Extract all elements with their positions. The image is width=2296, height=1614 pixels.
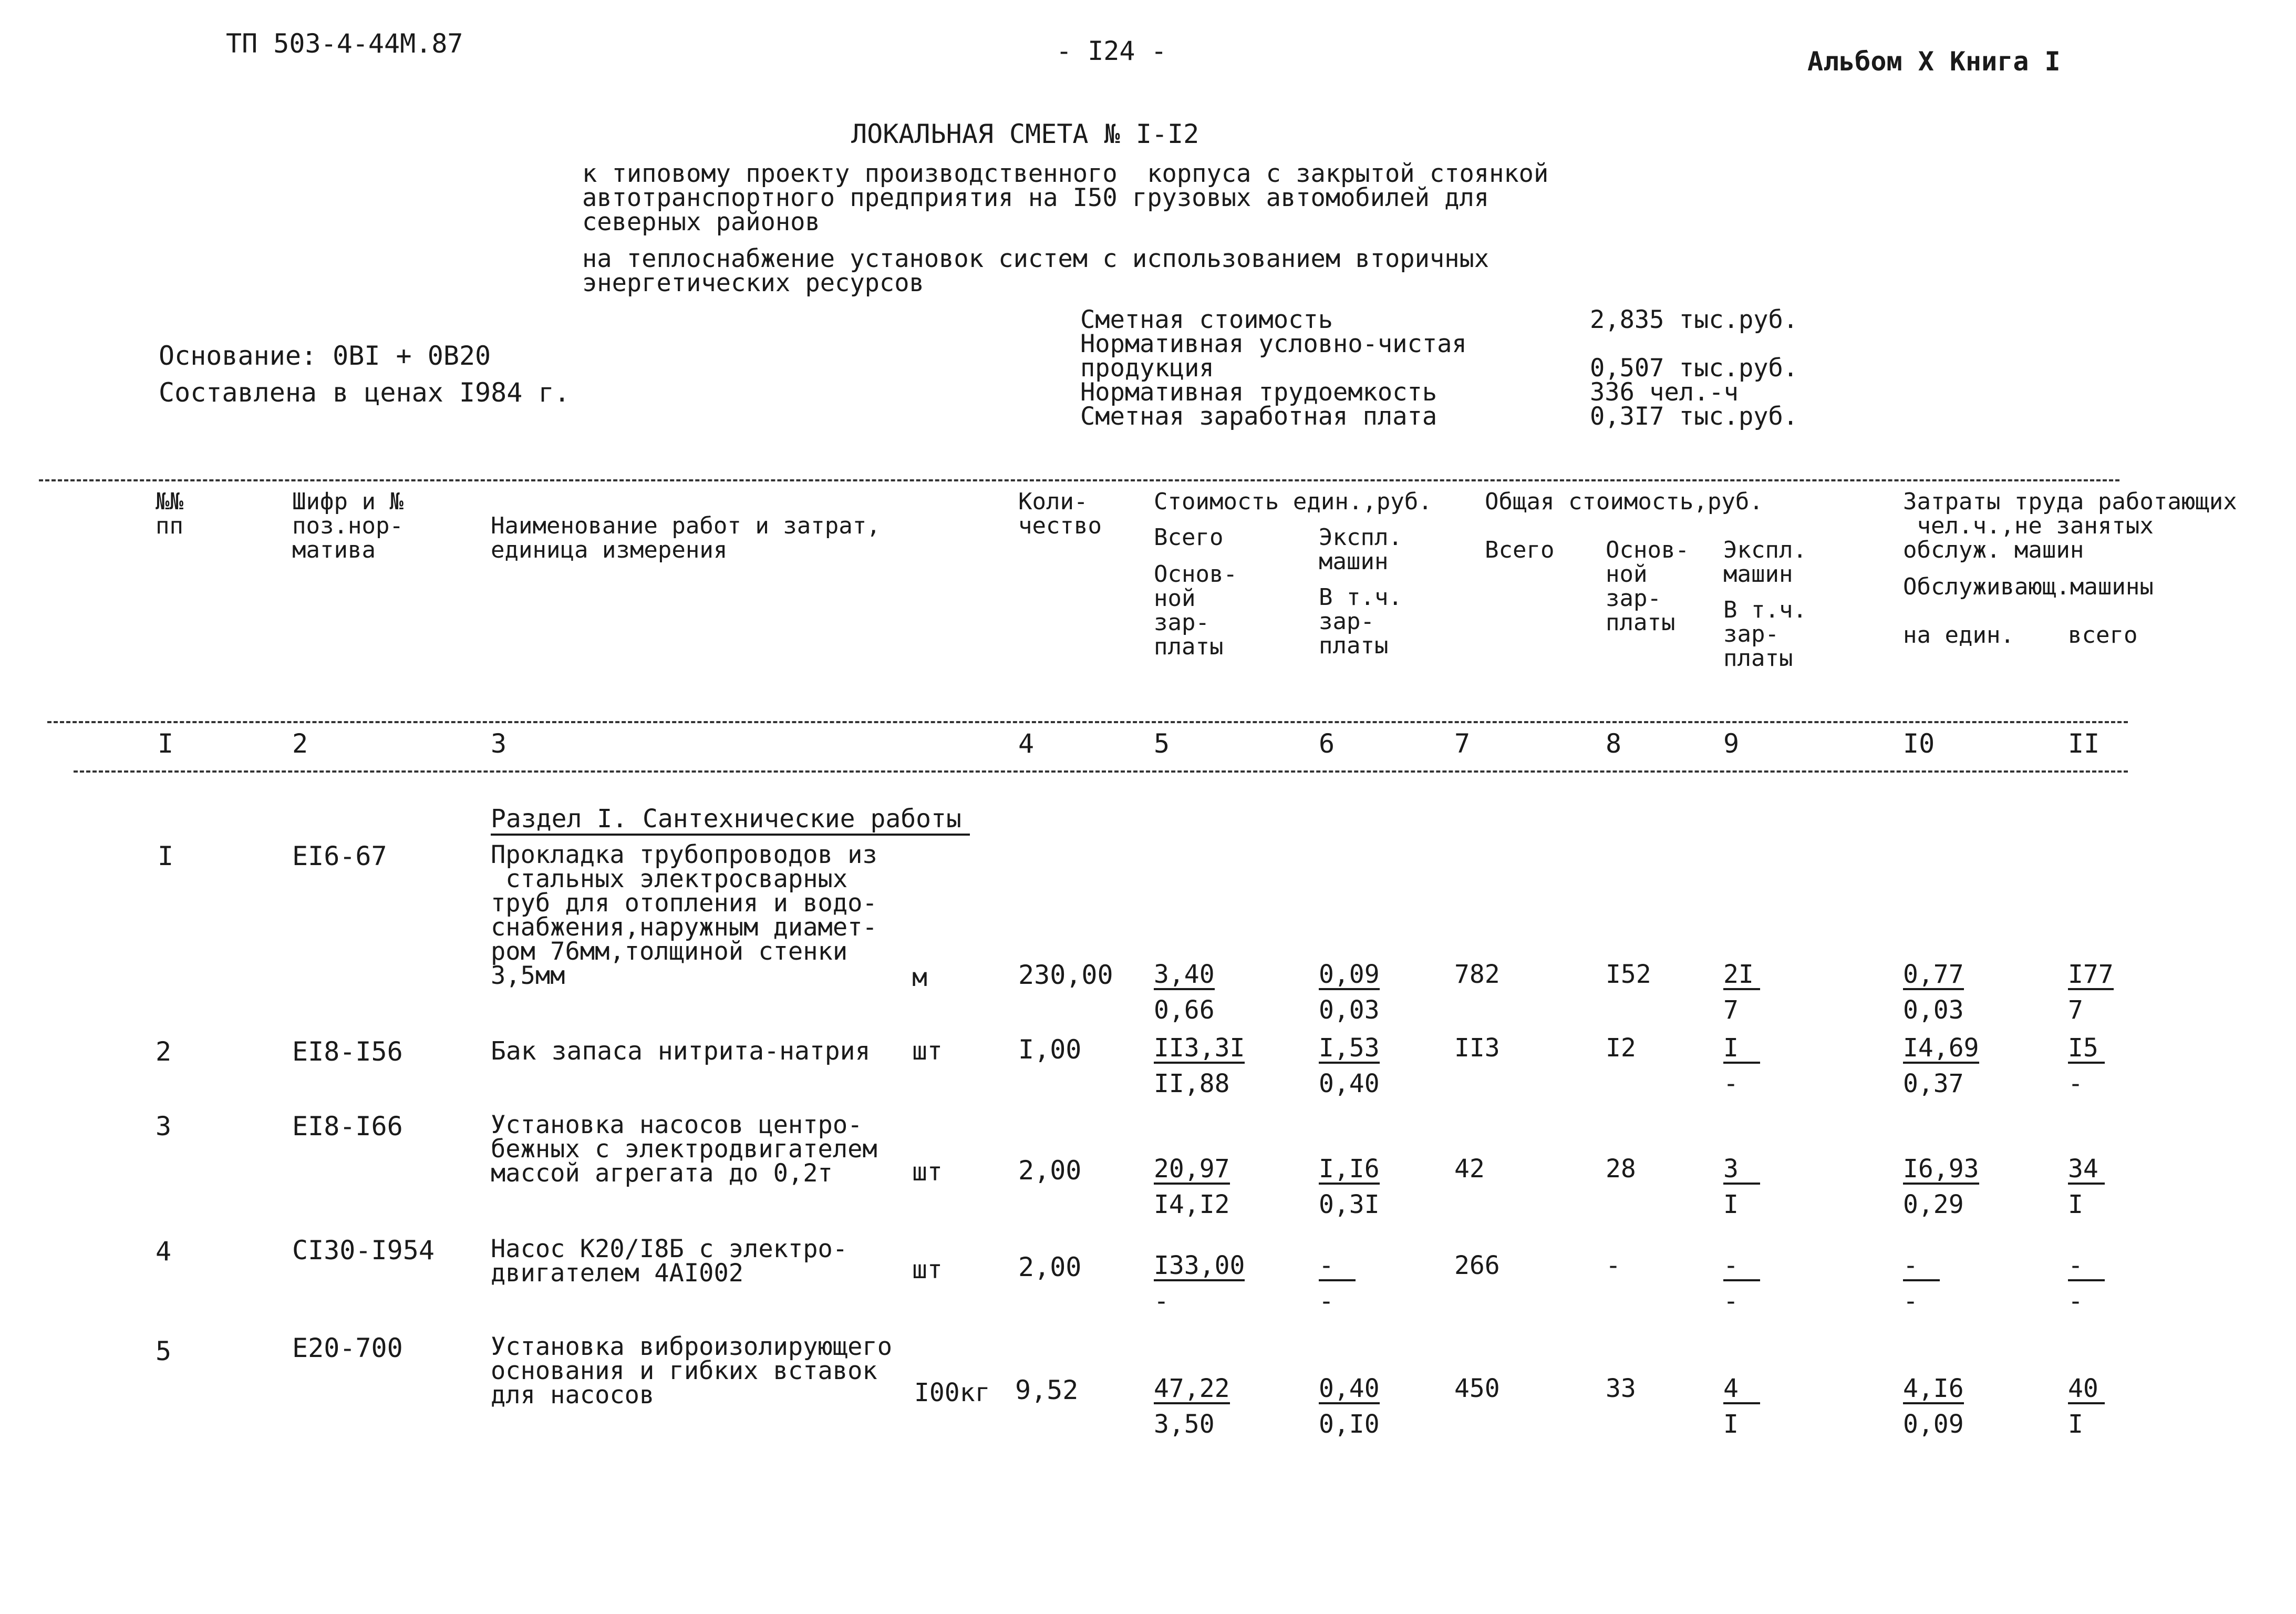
labor-machines-total: I xyxy=(2068,1410,2083,1439)
labor-machines-total: I xyxy=(2068,1190,2083,1219)
labor-machines-total: - xyxy=(2068,1069,2083,1098)
project-description: к типовому проекту производственного корпуса с закрытой стоянкой автотранспортного предприятия на I50 грузовых автомобилей для северных районов xyxy=(582,159,1549,237)
unit: м xyxy=(912,963,927,992)
header-group-unit-cost: Стоимость един.,руб. xyxy=(1154,488,1432,515)
column-number: 3 xyxy=(491,728,507,759)
total-machine-wages: I xyxy=(1723,1190,1739,1219)
quantity: 2,00 xyxy=(1018,1155,1082,1186)
header-col-10: на един. xyxy=(1903,622,2014,649)
header-group-labor: Затраты труда работающих чел.ч.,не занятых обслуж. машин xyxy=(1903,488,2237,563)
header-group-total-cost: Общая стоимость,руб. xyxy=(1485,488,1763,515)
document-title: ЛОКАЛЬНАЯ СМЕТА № I-I2 xyxy=(851,119,1199,149)
header-col-6-machines: Экспл. машин xyxy=(1319,524,1402,575)
row-number: 2 xyxy=(156,1036,172,1067)
norm-code: EI8-I66 xyxy=(292,1111,403,1142)
work-name: Установка виброизолирующего основания и гибких вставок для насосов xyxy=(491,1332,893,1410)
labor-machines-per-unit: - xyxy=(1903,1287,1918,1316)
labor-per-unit: - xyxy=(1903,1253,1940,1281)
column-numbers-top-rule xyxy=(47,721,2128,723)
column-number: I0 xyxy=(1903,728,1935,759)
total-wages: 33 xyxy=(1606,1374,1636,1403)
norm-code: CI30-I954 xyxy=(292,1235,435,1266)
labor-machines-total: 7 xyxy=(2068,995,2083,1025)
album-book: Альбом X Книга I xyxy=(1807,46,2061,77)
column-number: 5 xyxy=(1154,728,1170,759)
row-number: 5 xyxy=(156,1336,172,1366)
labor-machines-per-unit: 0,09 xyxy=(1903,1410,1964,1439)
header-col-9-wages: В т.ч. зар- платы xyxy=(1723,597,1807,672)
work-name: Прокладка трубопроводов из стальных электросварных труб для отопления и водо- снабжения,наружным диамет- ром 76мм,толщиной стенки 3,5мм xyxy=(491,840,877,990)
unit-cost-machine-wages: - xyxy=(1319,1287,1334,1316)
unit-cost-total: 47,22 xyxy=(1154,1374,1230,1403)
unit: шт xyxy=(912,1157,943,1187)
unit-cost-total: II3,3I xyxy=(1154,1033,1245,1063)
header-col-9-machines: Экспл. машин xyxy=(1723,537,1807,588)
total-cost: 266 xyxy=(1454,1251,1500,1280)
labor-total: I77 xyxy=(2068,960,2114,989)
total-machines: 2I xyxy=(1723,962,1760,990)
header-col-11: всего xyxy=(2068,622,2138,649)
row-number: 3 xyxy=(156,1111,172,1142)
total-wages: I52 xyxy=(1606,960,1651,989)
total-machine-wages: I xyxy=(1723,1410,1739,1439)
unit-cost-wages: II,88 xyxy=(1154,1069,1230,1098)
quantity: 230,00 xyxy=(1018,960,1113,990)
norm-code: EI6-67 xyxy=(292,841,387,871)
header-col-3: Наименование работ и затрат, единица измерения xyxy=(491,512,881,563)
total-wages: - xyxy=(1606,1251,1621,1280)
header-col-7: Всего xyxy=(1485,537,1555,563)
basis-line: Основание: 0ВI + 0В20 xyxy=(159,341,491,371)
column-number: 4 xyxy=(1018,728,1035,759)
unit-cost-machine-wages: 0,3I xyxy=(1319,1190,1380,1219)
column-number: 7 xyxy=(1454,728,1471,759)
estimate-subject: на теплоснабжение установок систем с использованием вторичных энергетических ресурсов xyxy=(582,244,1490,297)
labor-per-unit: I6,93 xyxy=(1903,1154,1979,1184)
table-top-rule xyxy=(39,479,2119,481)
work-name: Бак запаса нитрита-натрия xyxy=(491,1036,871,1066)
unit-cost-total: 20,97 xyxy=(1154,1154,1230,1184)
unit: I00кг xyxy=(914,1378,990,1407)
unit-cost-machine-wages: 0,03 xyxy=(1319,995,1380,1025)
column-number: II xyxy=(2068,728,2100,759)
unit-cost-machines: 0,40 xyxy=(1319,1374,1380,1403)
column-number: 2 xyxy=(292,728,308,759)
section-heading xyxy=(491,804,970,834)
labor-per-unit: 4,I6 xyxy=(1903,1374,1964,1403)
total-cost: 450 xyxy=(1454,1374,1500,1403)
total-cost: II3 xyxy=(1454,1033,1500,1063)
section-heading-text: Раздел I. Сантехнические работы xyxy=(491,804,970,836)
row-number: I xyxy=(158,841,174,871)
row-number: 4 xyxy=(156,1236,172,1267)
column-numbers-bottom-rule xyxy=(74,770,2128,773)
unit-cost-total: I33,00 xyxy=(1154,1251,1245,1280)
unit-cost-machines: I,I6 xyxy=(1319,1154,1380,1184)
labor-per-unit: I4,69 xyxy=(1903,1033,1979,1063)
summary-labels: Сметная стоимость Нормативная условно-чистая продукция Нормативная трудоемкость Сметная заработная плата xyxy=(1080,305,1467,431)
column-number: 6 xyxy=(1319,728,1335,759)
labor-total: - xyxy=(2068,1253,2105,1281)
header-col-6-wages: В т.ч. зар- платы xyxy=(1319,584,1402,659)
unit-cost-machines: I,53 xyxy=(1319,1033,1380,1063)
column-number: 8 xyxy=(1606,728,1622,759)
labor-machines-per-unit: 0,03 xyxy=(1903,995,1964,1025)
norm-code: E20-700 xyxy=(292,1333,403,1363)
total-cost: 782 xyxy=(1454,960,1500,989)
document-code: ТП 503-4-44М.87 xyxy=(226,28,463,59)
unit-cost-machine-wages: 0,I0 xyxy=(1319,1410,1380,1439)
labor-machines-per-unit: 0,37 xyxy=(1903,1069,1964,1098)
header-col-5-total: Всего xyxy=(1154,524,1224,551)
labor-total: I5 xyxy=(2068,1035,2105,1064)
unit-cost-total: 3,40 xyxy=(1154,960,1215,989)
page-number: - I24 - xyxy=(1056,36,1167,66)
labor-per-unit: 0,77 xyxy=(1903,960,1964,989)
total-wages: 28 xyxy=(1606,1154,1636,1184)
total-machines: I xyxy=(1723,1035,1760,1064)
header-col-5-wages: Основ- ной зар- платы xyxy=(1154,561,1237,660)
quantity: I,00 xyxy=(1018,1034,1082,1065)
total-cost: 42 xyxy=(1454,1154,1485,1184)
total-machines: - xyxy=(1723,1253,1760,1281)
total-machine-wages: - xyxy=(1723,1287,1739,1316)
column-number: 9 xyxy=(1723,728,1740,759)
summary-values: 2,835 тыс.руб. 0,507 тыс.руб. 336 чел.-ч 0,3I7 тыс.руб. xyxy=(1590,305,1798,431)
unit: шт xyxy=(912,1036,943,1066)
unit-cost-machines: 0,09 xyxy=(1319,960,1380,989)
quantity: 2,00 xyxy=(1018,1252,1082,1282)
labor-total: 34 xyxy=(2068,1156,2105,1185)
unit-cost-wages: I4,I2 xyxy=(1154,1190,1230,1219)
norm-code: EI8-I56 xyxy=(292,1036,403,1067)
total-machine-wages: - xyxy=(1723,1069,1739,1098)
total-wages: I2 xyxy=(1606,1033,1636,1063)
price-level-line: Составлена в ценах I984 г. xyxy=(159,377,570,408)
unit-cost-machines: - xyxy=(1319,1253,1356,1281)
work-name: Установка насосов центро- бежных с электродвигателем массой агрегата до 0,2т xyxy=(491,1111,877,1188)
labor-machines-total: - xyxy=(2068,1287,2083,1316)
labor-total: 40 xyxy=(2068,1376,2105,1404)
column-number: I xyxy=(158,728,174,759)
labor-machines-per-unit: 0,29 xyxy=(1903,1190,1964,1219)
unit-cost-wages: 0,66 xyxy=(1154,995,1215,1025)
unit-cost-machine-wages: 0,40 xyxy=(1319,1069,1380,1098)
header-col-1: №№ пп xyxy=(156,488,183,539)
header-col-8: Основ- ной зар- платы xyxy=(1606,537,1689,636)
header-col-2: Шифр и № поз.нор- матива xyxy=(292,488,404,563)
work-name: Насос К20/I8Б с электро- двигателем 4АI002 xyxy=(491,1235,848,1288)
total-machines: 3 xyxy=(1723,1156,1760,1185)
unit-cost-wages: - xyxy=(1154,1287,1169,1316)
total-machine-wages: 7 xyxy=(1723,995,1739,1025)
header-col-4: Коли- чество xyxy=(1018,488,1102,539)
quantity: 9,52 xyxy=(1015,1375,1079,1405)
unit-cost-wages: 3,50 xyxy=(1154,1410,1215,1439)
total-machines: 4 xyxy=(1723,1376,1760,1404)
unit: шт xyxy=(912,1255,943,1284)
header-group-labor-machines: Обслуживающ.машины xyxy=(1903,573,2154,600)
